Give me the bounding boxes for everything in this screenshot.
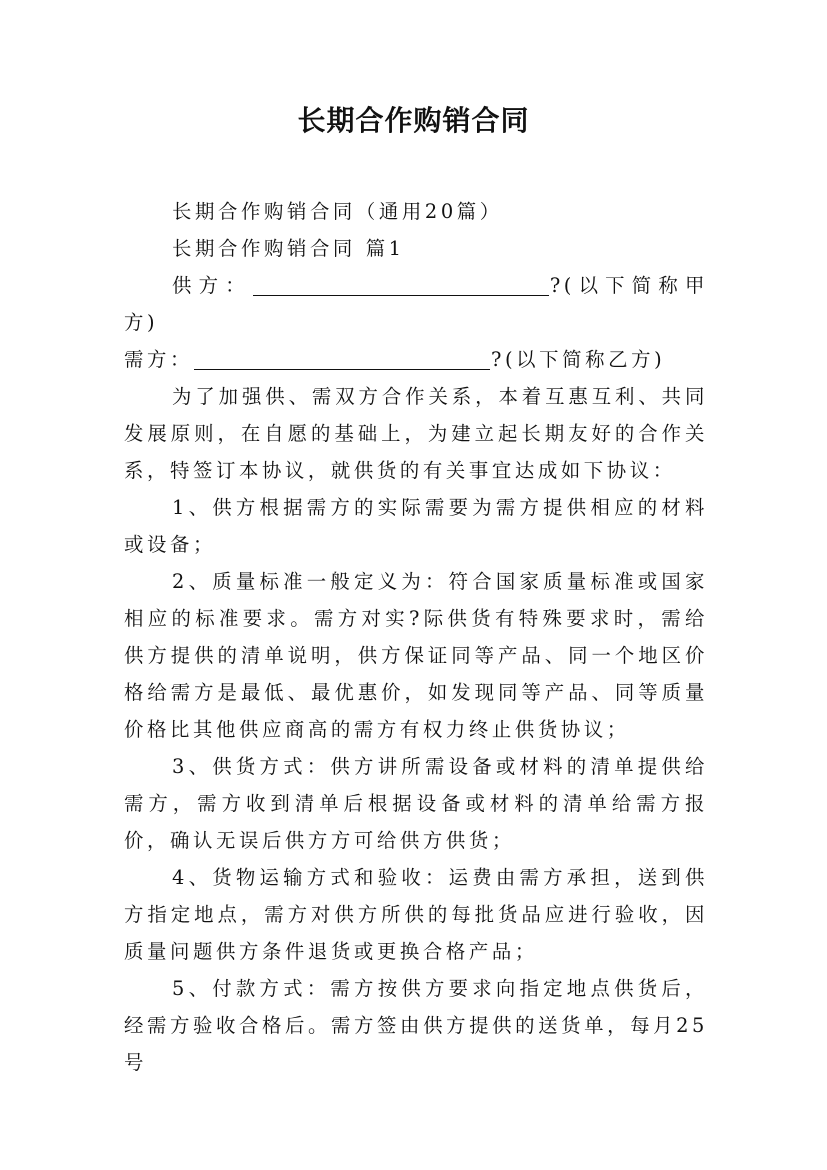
- section-heading: 长期合作购销合同 篇1: [172, 237, 405, 260]
- buyer-name-blank: [194, 347, 490, 370]
- buyer-line: [124, 341, 708, 378]
- clause-2: 2、质量标准一般定义为：符合国家质量标准或国家相应的标准要求。需方对实?际供货有特殊要求时，需给供方提供的清单说明，供方保证同等产品、同一个地区价格给需方是最低、最优惠价，如发现同等产品、同等质量价格比其他供应商高的需方有权力终止供货协议；: [124, 570, 708, 741]
- document-body: [124, 193, 708, 1081]
- clause-5: 5、付款方式：需方按供方要求向指定地点供货后，经需方验收合格后。需方签由供方提供的送货单，每月25号: [124, 977, 708, 1074]
- clause-4: 4、货物运输方式和验收：运费由需方承担，送到供方指定地点，需方对供方所供的每批货品应进行验收，因质量问题供方条件退货或更换合格产品；: [124, 866, 708, 963]
- supplier-name-blank: [253, 273, 549, 296]
- buyer-suffix: ?(以下简称乙方): [490, 348, 666, 371]
- document-title: 长期合作购销合同: [297, 104, 530, 137]
- clause-1: 1、供方根据需方的实际需要为需方提供相应的材料或设备；: [124, 496, 708, 556]
- supplier-suffix: ?(以下简称甲方): [124, 274, 708, 334]
- intro-paragraph: 为了加强供、需双方合作关系，本着互惠互利、共同发展原则，在自愿的基础上，为建立起长期友好的合作关系，特签订本协议，就供货的有关事宜达成如下协议：: [124, 385, 708, 482]
- supplier-line: [124, 267, 708, 341]
- supplier-label: 供方：: [172, 274, 252, 297]
- clause-3: 3、供货方式：供方讲所需设备或材料的清单提供给需方，需方收到清单后根据设备或材料的清单给需方报价，确认无误后供方方可给供方供货；: [124, 755, 708, 852]
- document-subtitle: 长期合作购销合同（通用20篇）: [172, 200, 503, 223]
- buyer-label: 需方：: [124, 348, 193, 371]
